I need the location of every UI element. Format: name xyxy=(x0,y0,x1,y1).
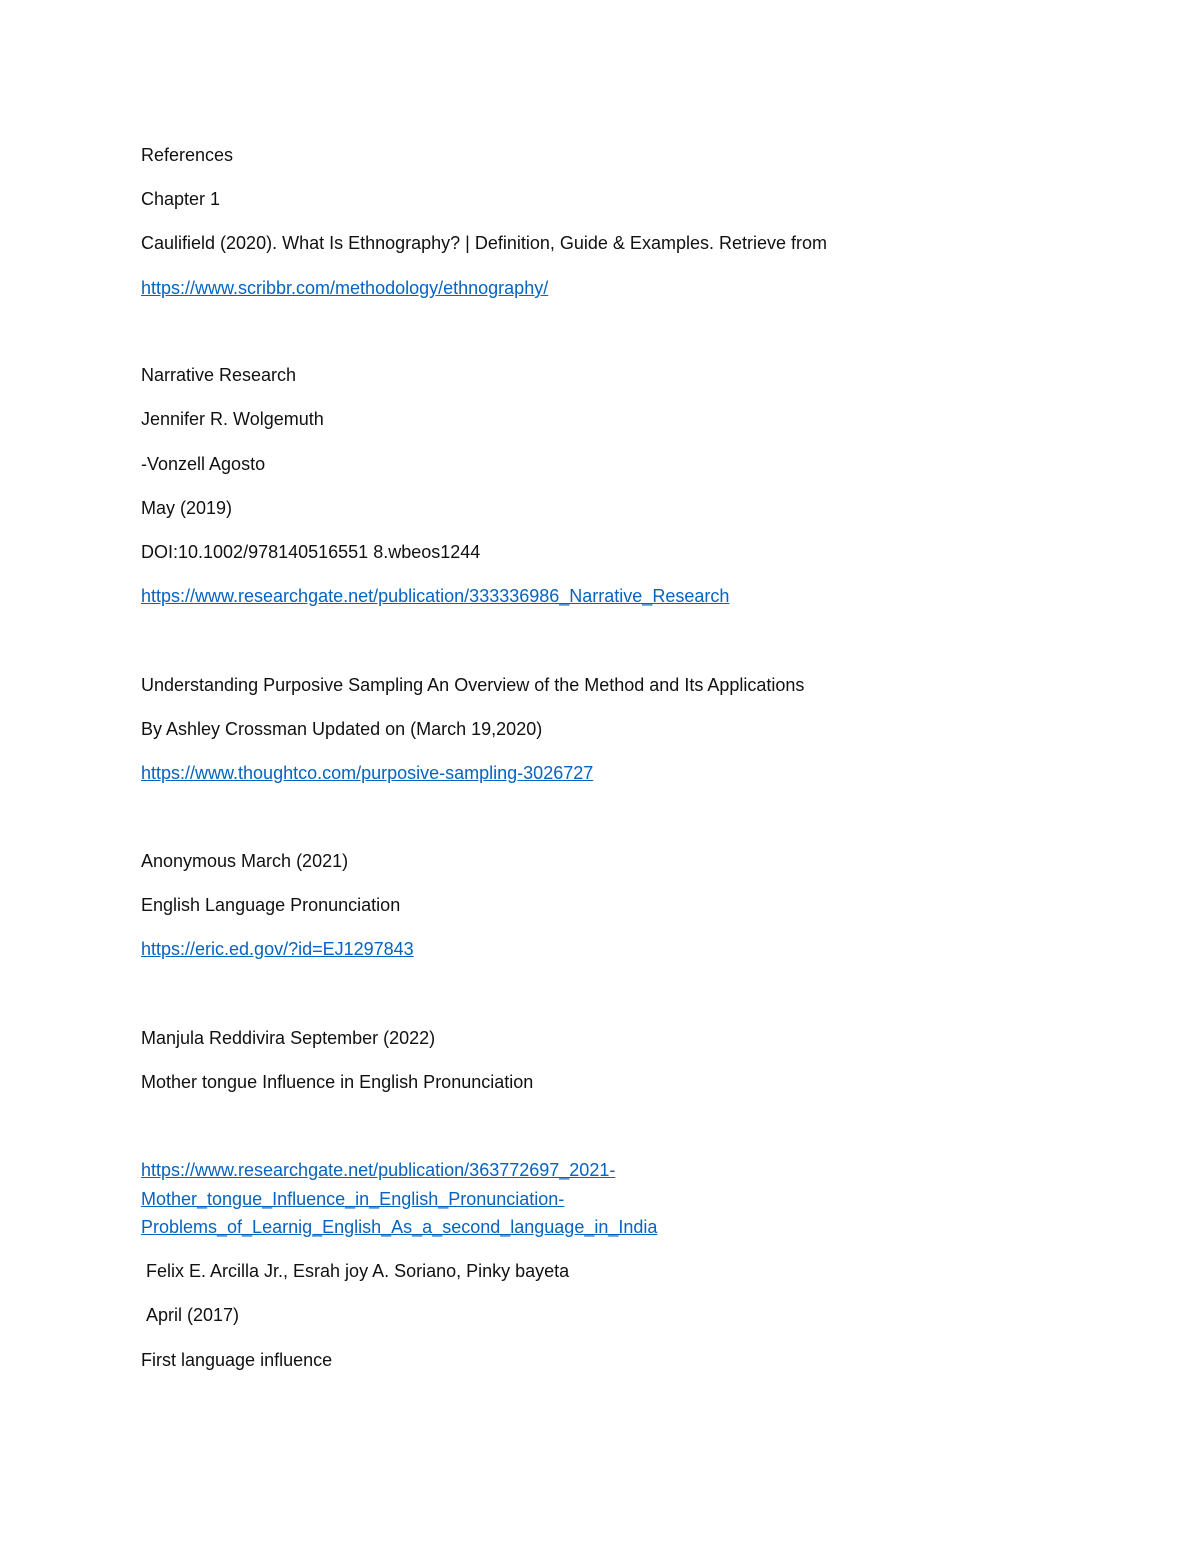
page-heading: References xyxy=(141,145,234,165)
reference-line: Anonymous March (2021) xyxy=(141,851,349,871)
reference-line: English Language Pronunciation xyxy=(141,895,401,915)
reference-link[interactable]: Mother_tongue_Influence_in_English_Pronunciation- xyxy=(141,1189,565,1209)
reference-line: Mother tongue Influence in English Pronunciation xyxy=(141,1072,534,1092)
reference-line: Felix E. Arcilla Jr., Esrah joy A. Soriano, Pinky bayeta xyxy=(146,1261,570,1281)
reference-line: Jennifer R. Wolgemuth xyxy=(141,409,324,429)
reference-line: Caulifield (2020). What Is Ethnography? | Definition, Guide & Examples. Retrieve from xyxy=(141,233,827,253)
reference-link[interactable]: https://www.researchgate.net/publication/333336986_Narrative_Research xyxy=(141,586,730,606)
reference-line: -Vonzell Agosto xyxy=(141,454,266,474)
reference-link[interactable]: https://eric.ed.gov/?id=EJ1297843 xyxy=(141,939,414,959)
reference-link[interactable]: https://www.scribbr.com/methodology/ethnography/ xyxy=(141,278,549,298)
reference-link[interactable]: Problems_of_Learnig_English_As_a_second_language_in_India xyxy=(141,1217,658,1237)
reference-link[interactable]: https://www.thoughtco.com/purposive-sampling-3026727 xyxy=(141,763,594,783)
reference-line: By Ashley Crossman Updated on (March 19,2020) xyxy=(141,719,543,739)
reference-line: Manjula Reddivira September (2022) xyxy=(141,1028,436,1048)
reference-line: Narrative Research xyxy=(141,365,297,385)
reference-line: First language influence xyxy=(141,1350,333,1370)
chapter-label: Chapter 1 xyxy=(141,189,221,209)
reference-line: May (2019) xyxy=(141,498,233,518)
reference-line: Understanding Purposive Sampling An Overview of the Method and Its Applications xyxy=(141,675,805,695)
reference-link[interactable]: https://www.researchgate.net/publication/363772697_2021- xyxy=(141,1160,616,1180)
reference-line: April (2017) xyxy=(146,1305,240,1325)
reference-line: DOI:10.1002/978140516551 8.wbeos1244 xyxy=(141,542,481,562)
